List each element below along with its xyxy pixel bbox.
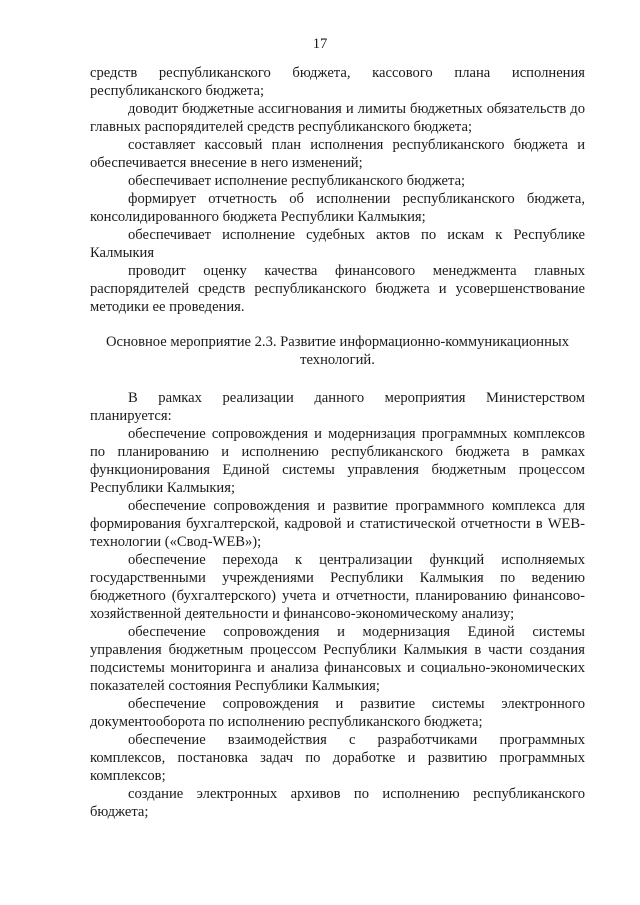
paragraph: средств республиканского бюджета, кассового плана исполнения республиканского бюджета; [90,65,585,99]
paragraph: обеспечение сопровождения и развитие системы электронного документооборота по исполнению республиканского бюджета; [90,696,585,730]
section-heading: Основное мероприятие 2.3. Развитие информационно-коммуникационных технологий. [105,334,570,368]
page-number: 17 [312,36,328,52]
paragraph: обеспечивает исполнение республиканского бюджета; [128,173,466,189]
paragraph: В рамках реализации данного мероприятия Министерством планируется: [90,390,585,424]
paragraph: доводит бюджетные ассигнования и лимиты бюджетных обязательств до главных распорядителей средств республиканского бюджета; [90,101,585,135]
paragraph: обеспечивает исполнение судебных актов по искам к Республике Калмыкия [90,227,585,261]
paragraph: обеспечение сопровождения и модернизация программных комплексов по планированию и исполнению республиканского бюджета в рамках функционирования Единой системы управления бюджетным процессом Республики Калмыкия; [90,426,585,496]
paragraph: создание электронных архивов по исполнению республиканского бюджета; [90,786,585,820]
paragraph: обеспечение сопровождения и модернизация Единой системы управления бюджетным процессом Республики Калмыкия в части создания подсистемы мониторинга и анализа финансовых и социально-экономических показателей состояния Республики Калмыкия; [90,624,585,694]
document-body [90,64,585,821]
paragraph: составляет кассовый план исполнения республиканского бюджета и обеспечивается внесение в него изменений; [90,137,585,171]
paragraph: обеспечение взаимодействия с разработчиками программных комплексов, постановка задач по доработке и развитию программных комплексов; [90,732,585,784]
paragraph: проводит оценку качества финансового менеджмента главных распорядителей средств республиканского бюджета и усовершенствование методики ее проведения. [90,263,585,315]
paragraph: обеспечение перехода к централизации функций исполняемых государственными учреждениями Республики Калмыкия по ведению бюджетного (бухгалтерского) учета и отчетности, планированию финансово-хозяйственной деятельности и финансово-экономическому анализу; [90,552,585,622]
paragraph: обеспечение сопровождения и развитие программного комплекса для формирования бухгалтерской, кадровой и статистической отчетности в WEB-технологии («Свод-WEB»); [90,498,585,550]
paragraph: формирует отчетность об исполнении республиканского бюджета, консолидированного бюджета Республики Калмыкия; [90,191,585,225]
